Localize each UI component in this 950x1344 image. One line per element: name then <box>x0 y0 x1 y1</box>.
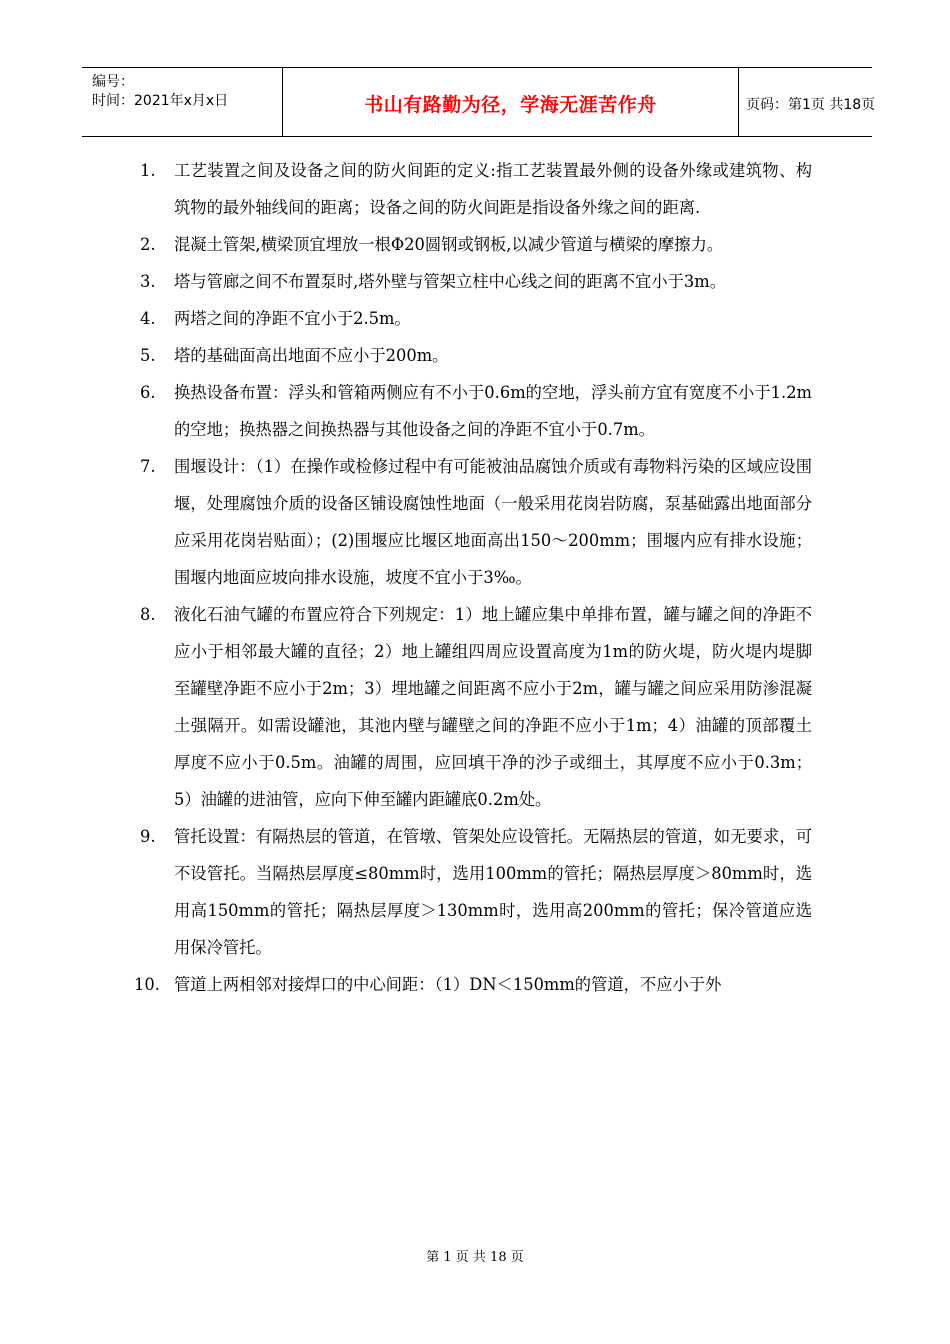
item-text: 工艺装置之间及设备之间的防火间距的定义:指工艺装置最外侧的设备外缘或建筑物、构筑物的最外轴线间的距离；设备之间的防火间距是指设备外缘之间的距离. <box>174 161 812 217</box>
item-number: 9. <box>140 827 156 846</box>
item-number: 3. <box>140 272 156 291</box>
header-motto: 书山有路勤为径，学海无涯苦作舟 <box>364 94 657 116</box>
item-text: 管道上两相邻对接焊口的中心间距：（1）DN＜150mm的管道，不应小于外 <box>174 975 722 994</box>
item-number: 7. <box>140 457 156 476</box>
item-number: 4. <box>140 309 156 328</box>
item-text: 液化石油气罐的布置应符合下列规定：1）地上罐应集中单排布置，罐与罐之间的净距不应小于相邻最大罐的直径；2）地上罐组四周应设置高度为1m的防火堤，防火堤内堤脚至罐壁净距不应小于2m；3）埋地罐之间距离不应小于2m，罐与罐之间应采用防渗混凝土强隔开。如需设罐池，其池内壁与罐壁之间的净距不应小于1m；4）油罐的顶部覆土厚度不应小于0.5m。油罐的周围，应回填干净的沙子或细土，其厚度不应小于0.3m；5）油罐的进油管，应向下伸至罐内距罐底0.2m处。 <box>174 605 812 809</box>
item-number: 10. <box>134 975 160 994</box>
list-item <box>134 966 812 1003</box>
item-text: 混凝土管架,横梁顶宜埋放一根Φ20圆钢或钢板,以减少管道与横梁的摩擦力。 <box>174 235 724 254</box>
header-right-cell <box>738 68 876 136</box>
document-date: 时间：2021年x月x日 <box>92 93 229 109</box>
list-item <box>140 374 812 448</box>
document-body <box>134 152 812 1003</box>
list-item <box>140 263 812 300</box>
item-text: 管托设置：有隔热层的管道，在管墩、管架处应设管托。无隔热层的管道，如无要求，可不设管托。当隔热层厚度≤80mm时，选用100mm的管托；隔热层厚度＞80mm时，选用高150mm的管托；隔热层厚度＞130mm时，选用高200mm的管托；保冷管道应选用保冷管托。 <box>174 827 812 957</box>
item-number: 8. <box>140 605 156 624</box>
item-text: 换热设备布置：浮头和管箱两侧应有不小于0.6m的空地，浮头前方宜有宽度不小于1.2m的空地；换热器之间换热器与其他设备之间的净距不宜小于0.7m。 <box>174 383 812 439</box>
list-item <box>140 226 812 263</box>
item-number: 2. <box>140 235 156 254</box>
list-item <box>140 448 812 596</box>
list-item <box>140 337 812 374</box>
page-header <box>82 67 876 137</box>
item-text: 塔的基础面高出地面不应小于200m。 <box>174 346 449 365</box>
header-page-info: 页码：第1页 共18页 <box>746 97 876 113</box>
header-left-cell <box>82 68 282 136</box>
item-number: 1. <box>140 161 156 180</box>
item-number: 5. <box>140 346 156 365</box>
list-item <box>140 152 812 226</box>
list-item <box>140 300 812 337</box>
item-text: 围堰设计：（1）在操作或检修过程中有可能被油品腐蚀介质或有毒物料污染的区域应设围堰，处理腐蚀介质的设备区铺设腐蚀性地面（一般采用花岗岩防腐，泵基础露出地面部分应采用花岗岩贴面）；(2)围堰应比堰区地面高出150～200mm；围堰内应有排水设施；围堰内地面应坡向排水设施，坡度不宜小于3‰。 <box>174 457 812 587</box>
item-text: 两塔之间的净距不宜小于2.5m。 <box>174 309 411 328</box>
item-number: 6. <box>140 383 156 402</box>
header-middle-cell <box>282 68 739 136</box>
page-footer: 第 1 页 共 18 页 <box>426 1250 524 1265</box>
list-item <box>140 818 812 966</box>
item-text: 塔与管廊之间不布置泵时,塔外壁与管架立柱中心线之间的距离不宜小于3m。 <box>174 272 726 291</box>
document-number-label: 编号： <box>92 74 134 90</box>
list-item <box>140 596 812 818</box>
